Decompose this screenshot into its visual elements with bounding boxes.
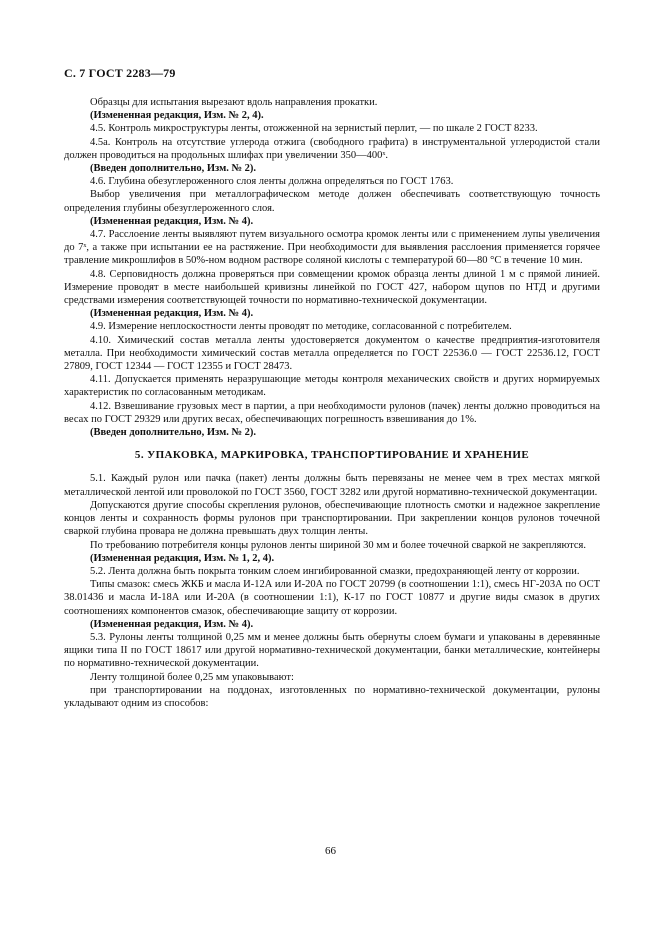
paragraph: 4.9. Измерение неплоскостности ленты проводят по методике, согласованной с потребителем. [90, 321, 512, 333]
paragraph: 4.11. Допускается применять неразрушающие методы контроля механических свойств и других нормируемых характеристик по согласованным методикам. [64, 374, 600, 399]
amendment-note: (Измененная редакция, Изм. № 1, 2, 4). [90, 552, 275, 564]
paragraph: Ленту толщиной более 0,25 мм упаковывают: [90, 671, 294, 683]
paragraph: 4.8. Серповидность должна проверяться при совмещении кромок образца ленты длиной 1 м с прямой линией. Измерение проводят в месте наибольшей кривизны линейкой по ГОСТ 427, набором щупов по НТД и другими средствами измерения соответствующей точности по нормативно-технической документации. [64, 268, 600, 307]
document-body [64, 96, 600, 710]
amendment-note: (Измененная редакция, Изм. № 4). [90, 308, 254, 320]
amendment-note: (Измененная редакция, Изм. № 4). [90, 618, 254, 630]
paragraph: 4.6. Глубина обезуглероженного слоя ленты должна определяться по ГОСТ 1763. [90, 176, 454, 188]
amendment-note: (Измененная редакция, Изм. № 4). [90, 215, 254, 227]
paragraph: Допускаются другие способы скрепления рулонов, обеспечивающие плотность смотки и надежное закрепление концов ленты и сохранность формы рулонов при транспортировании. При закреплении концов рулонов точечной сваркой глубина провара не должна превышать двух толщин ленты. [64, 499, 600, 538]
paragraph: при транспортировании на поддонах, изготовленных по нормативно-технической документации, рулоны укладывают одним из способов: [64, 684, 600, 709]
paragraph: 4.12. Взвешивание грузовых мест в партии, а при необходимости рулонов (пачек) ленты должно проводиться на весах по ГОСТ 29329 или других весах, обеспечивающих погрешность взвешивания до 1%. [64, 400, 600, 425]
amendment-note: (Введен дополнительно, Изм. № 2). [90, 427, 257, 439]
paragraph: 5.3. Рулоны ленты толщиной 0,25 мм и менее должны быть обернуты слоем бумаги и упакованы в деревянные ящики типа II по ГОСТ 18617 или другой нормативно-технической документации, банки металлические, контейнеры по нормативно-технической документации. [64, 631, 600, 670]
paragraph: 4.7. Расслоение ленты выявляют путем визуального осмотра кромок ленты или с применением лупы увеличения до 7ˣ, а также при испытании ее на растяжение. При необходимости для выявления расслоения применяется горячее травление микрошлифов в 50%-ном водном растворе соляной кислоты с температурой 60—80 °С в течение 10 мин. [64, 229, 600, 267]
paragraph: 5.2. Лента должна быть покрыта тонким слоем ингибированной смазки, предохраняющей ленту от коррозии. [90, 565, 580, 577]
amendment-note: (Измененная редакция, Изм. № 2, 4). [90, 110, 264, 122]
amendment-note: (Введен дополнительно, Изм. № 2). [90, 163, 257, 175]
page-header: С. 7 ГОСТ 2283—79 [64, 66, 176, 80]
paragraph: 5.1. Каждый рулон или пачка (пакет) ленты должны быть перевязаны не менее чем в трех местах мягкой металлической лентой или проволокой по ГОСТ 3560, ГОСТ 3282 или другой нормативно-технической документации. [64, 473, 600, 498]
paragraph: По требованию потребителя концы рулонов ленты шириной 30 мм и более точечной сваркой не закрепляются. [90, 539, 587, 551]
page-number: 66 [325, 845, 336, 857]
paragraph: Выбор увеличения при металлографическом методе должен обеспечивать соответствующую точность определения глубины обезуглероженного слоя. [64, 189, 600, 214]
paragraph: 4.10. Химический состав металла ленты удостоверяется документом о качестве предприятия-изготовителя металла. При необходимости химический состав металла определяется по ГОСТ 22536.0 — ГОСТ 22536.12, ГОСТ 27809, ГОСТ 12344 — ГОСТ 12355 и ГОСТ 28473. [64, 334, 600, 373]
paragraph: 4.5а. Контроль на отсутствие углерода отжига (свободного графита) в инструментальной углеродистой стали должен проводиться на продольных шлифах при увеличении 350—400ˣ. [64, 136, 600, 161]
paragraph: 4.5. Контроль микроструктуры ленты, отожженной на зернистый перлит, — по шкале 2 ГОСТ 8233. [90, 123, 538, 135]
paragraph: Образцы для испытания вырезают вдоль направления прокатки. [90, 97, 378, 108]
section-title: 5. УПАКОВКА, МАРКИРОВКА, ТРАНСПОРТИРОВАНИЕ И ХРАНЕНИЕ [134, 449, 530, 462]
paragraph: Типы смазок: смесь ЖКБ и масла И-12А или И-20А по ГОСТ 20799 (в соотношении 1:1), смесь НГ-203А по ОСТ 38.01436 и масла И-18А или И-20А (в соотношении 1:1), К-17 по ГОСТ 10877 и другие виды смазок в других соотношениях компонентов смазок, обеспечивающие защиту от коррозии. [64, 579, 600, 617]
